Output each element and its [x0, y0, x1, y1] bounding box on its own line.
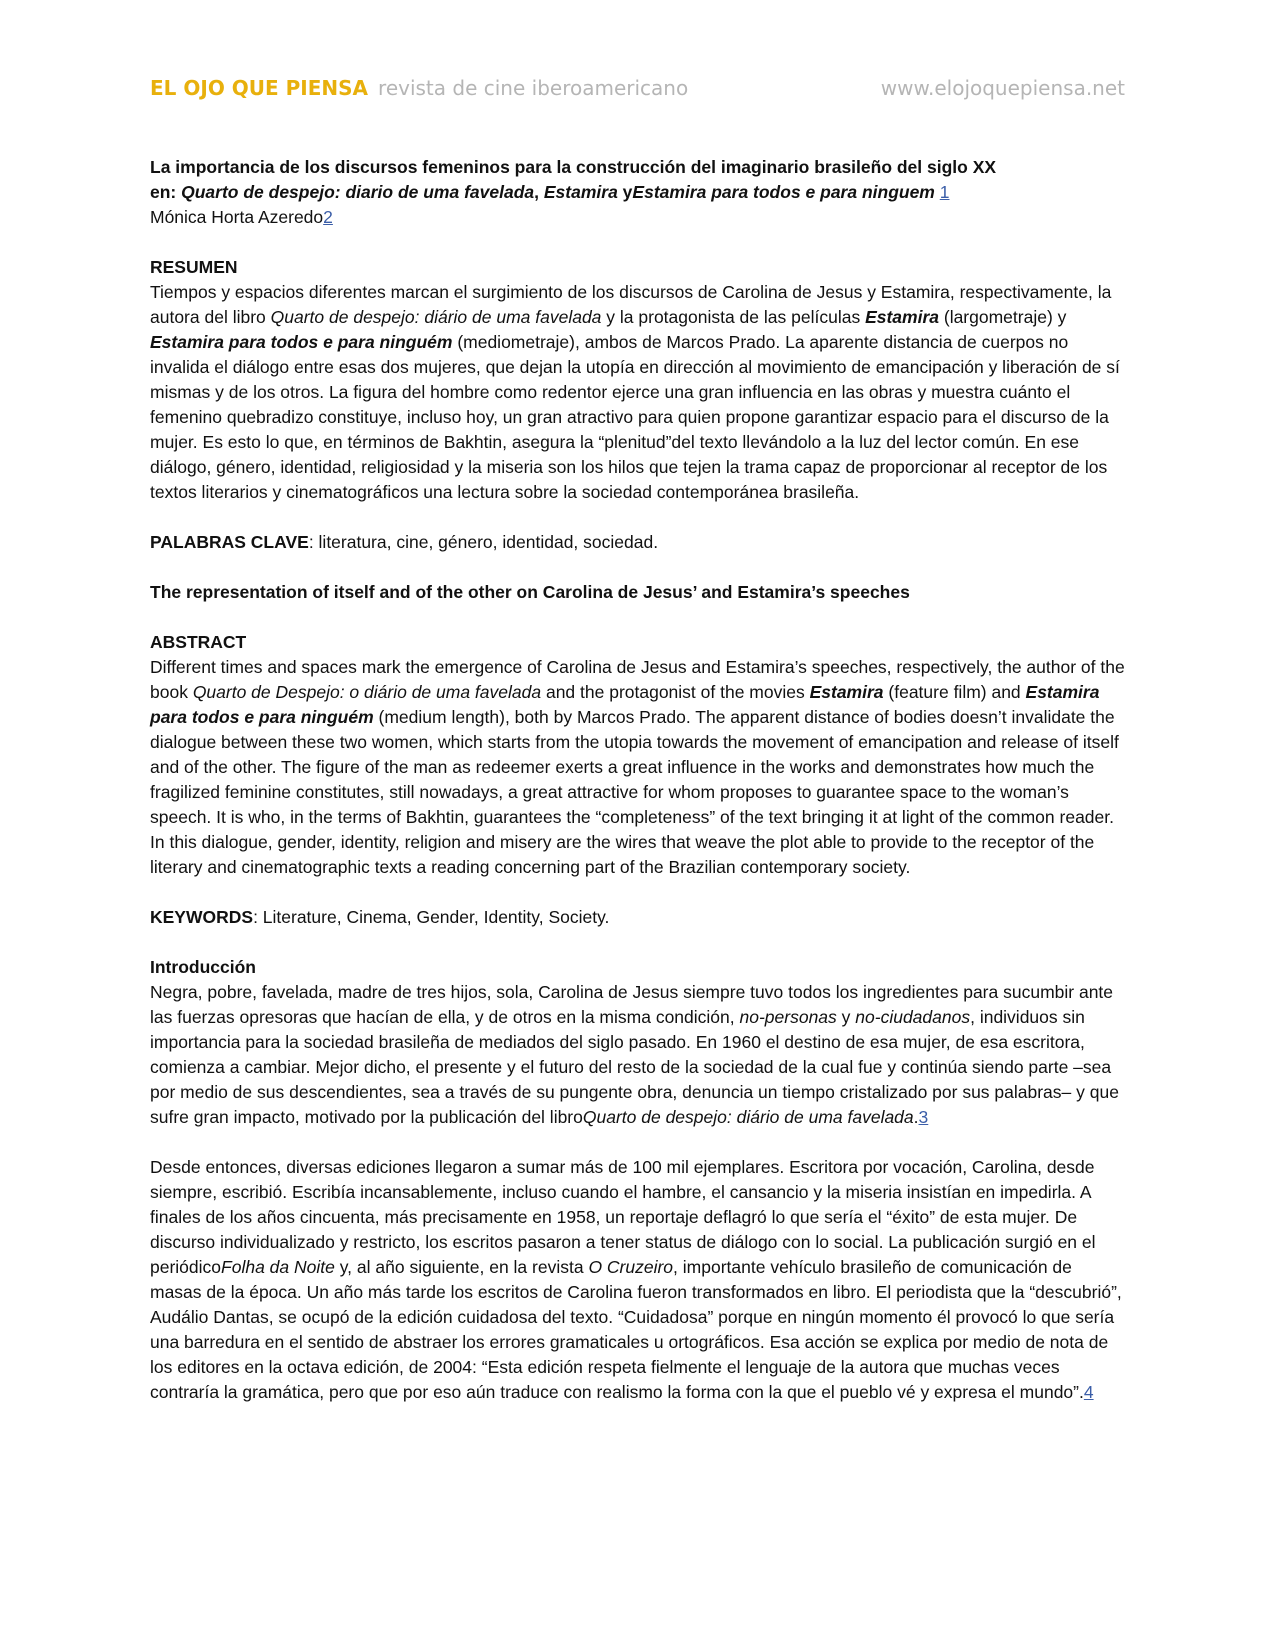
article-body: [150, 155, 1125, 1405]
author-name: Mónica Horta Azeredo: [150, 207, 324, 227]
intro-paragraph-2: Desde entonces, diversas ediciones llegaron a sumar más de 100 mil ejemplares. Escritora por vocación, Carolina, desde siempre, escribió. Escribía incansablemente, incluso cuando el hambre, el cansancio y la miseria insistían en impedirla. A finales de los años cincuenta, más precisamente en 1958, un reportaje deflagró lo que sería el “éxito” de esta mujer. De discurso individualizado y restricto, los escritos pasaron a tener status de diálogo con lo social. La publicación surgió en el periódicoFolha da Noite y, al año siguiente, en la revista O Cruzeiro, importante vehículo brasileño de comunicación de masas de la época. Un año más tarde los escritos de Carolina fueron transformados en libro. El periodista que la “descubrió”, Audálio Dantas, se ocupó de la edición cuidadosa del texto. “Cuidadosa” porque en ningún momento él provocó lo que sería una barredura en el sentido de abstraer los errores gramaticales u ortográficos. Esa acción se explica por medio de nota de los editores en la octava edición, de 2004: “Esta edición respeta fielmente el lenguaje de la autora que muchas veces contraría la gramática, pero que por eso aún traduce con realismo la forma con la que el pueblo vé y expresa el mundo”.4: [150, 1157, 1122, 1402]
palabras-clave: PALABRAS CLAVE: literatura, cine, género, identidad, sociedad.: [150, 532, 659, 552]
title-work-1: Quarto de despejo: diario de uma favelada: [181, 182, 535, 202]
intro-paragraph-1: Negra, pobre, favelada, madre de tres hijos, sola, Carolina de Jesus siempre tuvo todos los ingredientes para sucumbir ante las fuerzas opresoras que hacían de ella, y de otros en la misma condición, no-personas y no-ciudadanos, individuos sin importancia para la sociedad brasileña de mediados del siglo pasado. En 1960 el destino de esa mujer, de esa escritora, comienza a cambiar. Mejor dicho, el presente y el futuro del resto de la sociedad de la cual fue y continúa siendo parte –sea por medio de sus descendientes, sea a través de su pungente obra, denuncia un tiempo cristalizado por sus palabras– y que sufre gran impacto, motivado por la publicación del libroQuarto de despejo: diário de uma favelada.3: [150, 982, 1119, 1127]
footnote-link-3[interactable]: 3: [918, 1107, 929, 1127]
article-title: [150, 155, 1125, 205]
title-work-3: Estamira para todos e para ninguem: [632, 182, 935, 202]
resumen-film-1: Estamira: [865, 307, 939, 327]
footnote-link-2[interactable]: 2: [323, 207, 333, 227]
resumen-book-title: Quarto de despejo: diário de uma favelada: [270, 307, 602, 327]
title-comma: ,: [534, 182, 544, 202]
keywords-label: KEYWORDS: [150, 907, 254, 927]
resumen-heading: RESUMEN: [150, 257, 238, 277]
title-line-1: La importancia de los discursos femeninos para la construcción del imaginario brasileño del siglo XX: [150, 157, 997, 177]
journal-website[interactable]: www.elojoquepiensa.net: [880, 76, 1125, 100]
abstract-film-1: Estamira: [809, 682, 884, 702]
footnote-link-1[interactable]: 1: [939, 182, 950, 202]
resumen-paragraph: Tiempos y espacios diferentes marcan el surgimiento de los discursos de Carolina de Jesus y Estamira, respectivamente, la autora del libro Quarto de despejo: diário de uma favelada y la protagonista de las películas Estamira (largometraje) y Estamira para todos e para ninguém (mediometraje), ambos de Marcos Prado. La aparente distancia de cuerpos no invalida el diálogo entre esas dos mujeres, que dejan la utopía en dirección al movimiento de emancipación y liberación de sí mismas y de los otros. La figura del hombre como redentor ejerce una gran influencia en las obras y muestra cuánto el femenino quebradizo constituye, incluso hoy, un gran atractivo para quien propone garantizar espacio para el discurso de la mujer. Es esto lo que, en términos de Bakhtin, asegura la “plenitud”del texto llevándolo a la luz del lector común. En ese diálogo, género, identidad, religiosidad y la miseria son los hilos que tejen la trama capaz de proporcionar al receptor de los textos literarios y cinematográficos una lectura sobre la sociedad contemporánea brasileña.: [150, 282, 1120, 502]
abstract-film-2: Estamira para todos e para ninguém: [150, 682, 1100, 727]
footnote-link-4[interactable]: 4: [1083, 1382, 1094, 1402]
article-author: [150, 205, 1125, 230]
title-y: y: [617, 182, 633, 202]
palabras-clave-label: PALABRAS CLAVE: [150, 532, 309, 552]
abstract-paragraph: Different times and spaces mark the emergence of Carolina de Jesus and Estamira’s speeches, respectively, the author of the book Quarto de Despejo: o diário de uma favelada and the protagonist of the movies Estamira (feature film) and Estamira para todos e para ninguém (medium length), both by Marcos Prado. The apparent distance of bodies doesn’t invalidate the dialogue between these two women, which starts from the utopia towards the movement of emancipation and release of itself and of the other. The figure of the man as redeemer exerts a great influence in the works and demonstrates how much the fragilized feminine constitutes, still nowadays, a great attractive for whom proposes to guarantee space to the woman’s speech. It is who, in the terms of Bakhtin, guarantees the “completeness” of the text bringing it at light of the common reader. In this dialogue, gender, identity, religion and misery are the wires that weave the plot able to provide to the receptor of the literary and cinematographic texts a reading concerning part of the Brazilian contemporary society.: [150, 657, 1125, 877]
journal-header: [150, 76, 1125, 106]
title-en: en:: [150, 182, 182, 202]
journal-tagline: revista de cine iberoamericano: [378, 76, 689, 100]
english-title: The representation of itself and of the other on Carolina de Jesus’ and Estamira’s speeches: [150, 582, 910, 602]
title-work-2: Estamira: [543, 182, 618, 202]
keywords: KEYWORDS: Literature, Cinema, Gender, Identity, Society.: [150, 907, 610, 927]
intro-book-title: Quarto de despejo: diário de uma favelada: [582, 1107, 914, 1127]
abstract-book-title: Quarto de Despejo: o diário de uma favelada: [192, 682, 542, 702]
abstract-heading: ABSTRACT: [150, 632, 247, 652]
journal-brand[interactable]: EL OJO QUE PIENSA: [150, 76, 369, 100]
intro-heading: Introducción: [150, 957, 256, 977]
resumen-film-2: Estamira para todos e para ninguém: [150, 332, 453, 352]
